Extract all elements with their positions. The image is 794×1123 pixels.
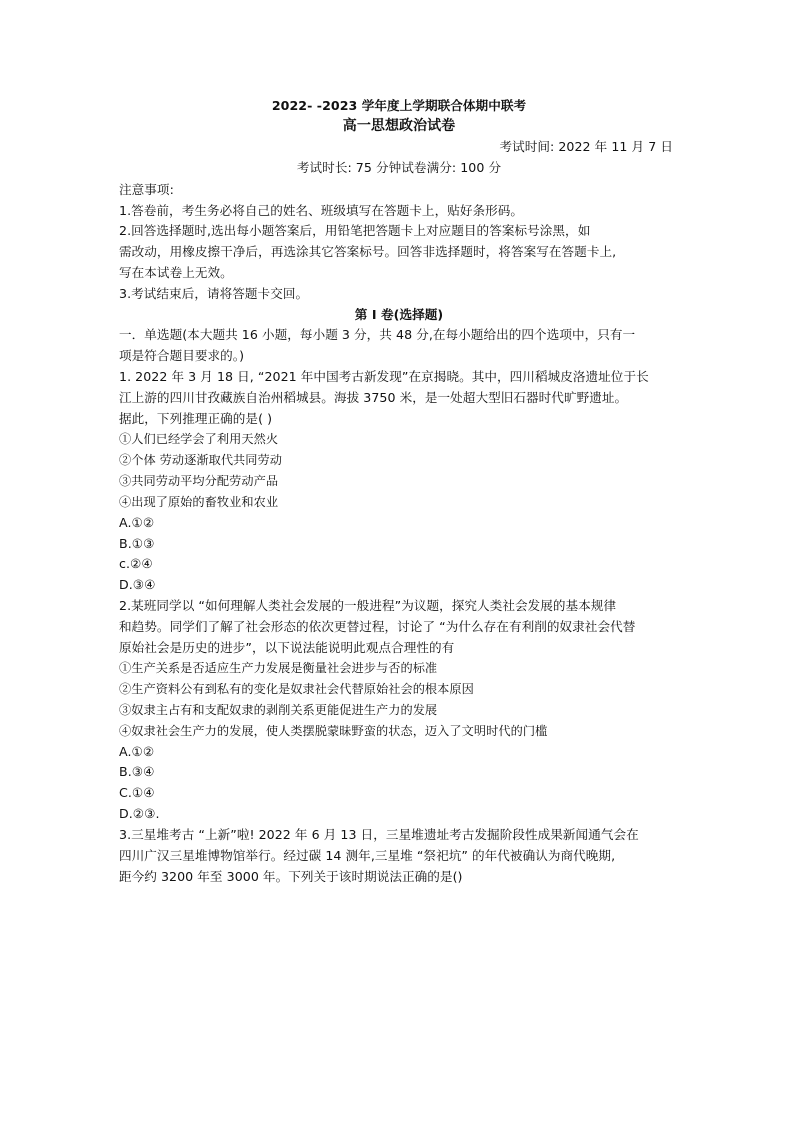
notice-line: 写在本试卷上无效。 bbox=[119, 265, 233, 280]
question-2-stem-line: 2.某班同学以 “如何理解人类社会发展的一般进程”为议题，探究人类社会发展的基本规律 bbox=[119, 598, 617, 613]
exam-title: 2022- -2023 学年度上学期联合体期中联考 bbox=[271, 98, 527, 113]
question-1-option-a: A.①② bbox=[119, 515, 155, 530]
exam-subtitle: 高一思想政治试卷 bbox=[342, 118, 456, 134]
question-1-stem-line: 1. 2022 年 3 月 18 日, “2021 年中国考古新发现”在京揭晓。其中，四川稻城皮洛遗址位于长 bbox=[119, 369, 649, 384]
question-2-stem-line: 原始社会是历史的进步”，以下说法能说明此观点合理性的有 bbox=[119, 640, 455, 655]
notice-line: 1.答卷前，考生务必将自己的姓名、班级填写在答题卡上，贴好条形码。 bbox=[119, 203, 524, 218]
question-2-statement: ④奴隶社会生产力的发展，使人类摆脱蒙昧野蛮的状态，迈入了文明时代的门槛 bbox=[119, 724, 548, 738]
question-2-statement: ③奴隶主占有和支配奴隶的剥削关系更能促进生产力的发展 bbox=[119, 703, 438, 717]
question-1-statement: ④出现了原始的畜牧业和农业 bbox=[119, 495, 279, 509]
question-2-statement: ①生产关系是否适应生产力发展是衡量社会进步与否的标准 bbox=[119, 661, 438, 675]
section-intro-line: 一．单选题(本大题共 16 小题，每小题 3 分，共 48 分,在每小题给出的四个选项中，只有一 bbox=[119, 327, 636, 342]
notice-line: 2.回答选择题时,选出每小题答案后，用铅笔把答题卡上对应题目的答案标号涂黑，如 bbox=[119, 223, 591, 238]
question-1-option-d: D.③④ bbox=[119, 577, 156, 592]
section-intro-line: 项是符合题目要求的。) bbox=[119, 348, 245, 363]
notice-line: 3.考试结束后，请将答题卡交回。 bbox=[119, 286, 309, 301]
question-2-option-c: C.①④ bbox=[119, 785, 155, 800]
exam-date: 考试时间: 2022 年 11 月 7 日 bbox=[499, 139, 673, 154]
question-2-option-a: A.①② bbox=[119, 744, 155, 759]
section-title: 第 I 卷(选择题) bbox=[354, 307, 444, 322]
notice-heading: 注意事项: bbox=[119, 182, 174, 197]
question-3-stem-line: 距今约 3200 年至 3000 年。下列关于该时期说法正确的是() bbox=[119, 869, 463, 884]
question-2-option-b: B.③④ bbox=[119, 764, 155, 779]
question-3-stem-line: 3.三星堆考古 “上新”啦! 2022 年 6 月 13 日，三星堆遗址考古发掘阶段性成果新闻通气会在 bbox=[119, 827, 639, 842]
question-1-option-b: B.①③ bbox=[119, 536, 155, 551]
question-1-statement: ①人们已经学会了利用天然火 bbox=[119, 432, 279, 446]
exam-duration-score: 考试时长: 75 分钟试卷满分: 100 分 bbox=[296, 160, 502, 175]
question-2-stem-line: 和趋势。同学们了解了社会形态的依次更替过程，讨论了 “为什么存在有利削的奴隶社会代替 bbox=[119, 619, 636, 634]
question-1-statement: ③共同劳动平均分配劳动产品 bbox=[119, 474, 279, 488]
question-2-statement: ②生产资料公有到私有的变化是奴隶社会代替原始社会的根本原因 bbox=[119, 682, 474, 696]
question-1-statement: ②个体 劳动逐渐取代共同劳动 bbox=[119, 453, 283, 467]
question-1-option-c: c.②④ bbox=[119, 556, 153, 571]
notice-line: 需改动，用橡皮擦干净后，再选涂其它答案标号。回答非选择题时，将答案写在答题卡上, bbox=[119, 244, 617, 259]
question-1-stem-line: 江上游的四川甘孜藏族自治州稻城县。海拔 3750 米，是一处超大型旧石器时代旷野遗址。 bbox=[119, 390, 628, 405]
question-3-stem-line: 四川广汉三星堆博物馆举行。经过碳 14 测年,三星堆 “祭祀坑” 的年代被确认为商代晚期, bbox=[119, 848, 616, 863]
question-2-option-d: D.②③. bbox=[119, 806, 160, 821]
question-1-stem-line: 据此，下列推理正确的是( ) bbox=[119, 411, 273, 426]
